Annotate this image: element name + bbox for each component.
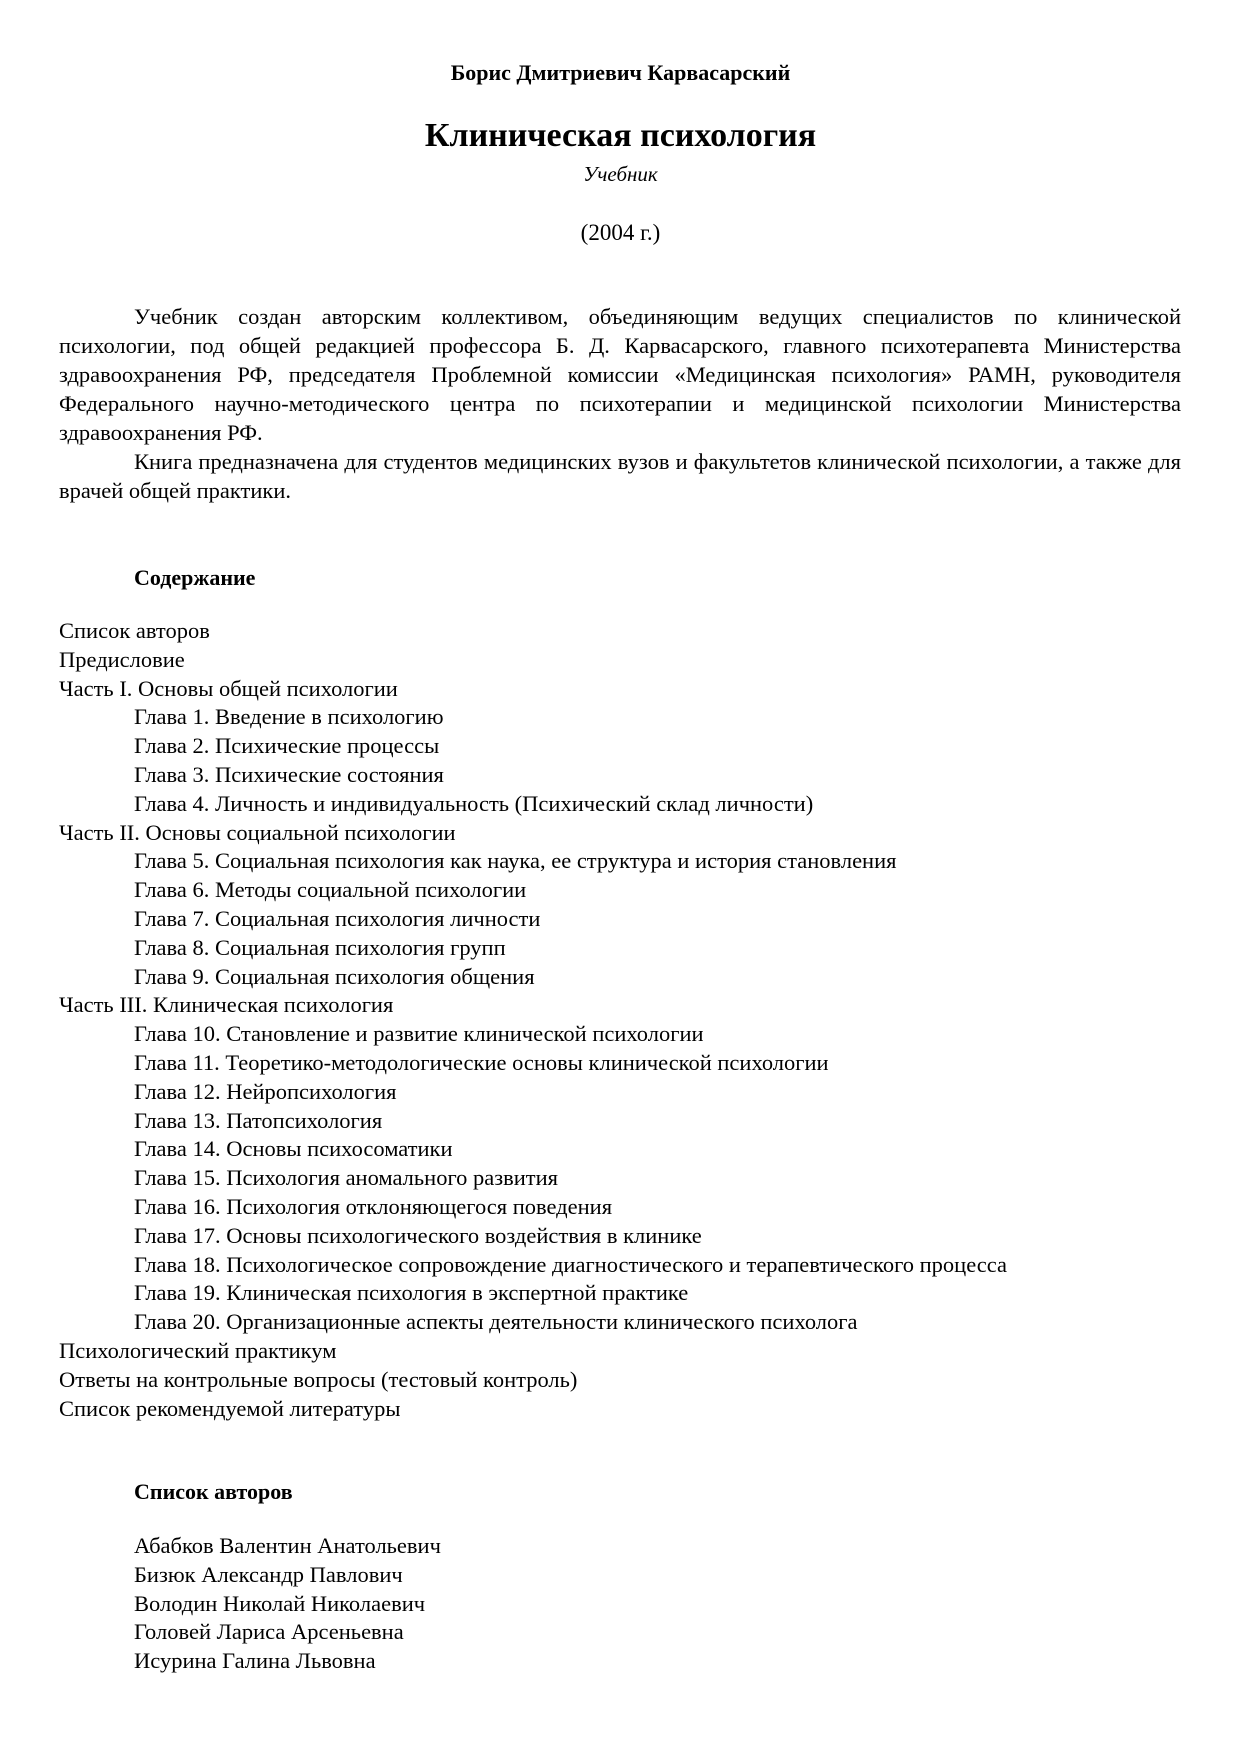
toc-chapter-entry[interactable]: Глава 12. Нейропсихология <box>134 1078 397 1104</box>
toc-entry[interactable]: Часть II. Основы социальной психологии <box>59 819 456 845</box>
book-title: Клиническая психология <box>424 117 817 154</box>
toc-chapter-entry[interactable]: Глава 8. Социальная психология групп <box>134 934 506 960</box>
toc-chapter-entry[interactable]: Глава 1. Введение в психологию <box>134 704 444 730</box>
authors-list <box>134 1532 441 1676</box>
toc-chapter-entry[interactable]: Глава 3. Психические состояния <box>134 761 444 787</box>
toc-chapter-entry[interactable]: Глава 19. Клиническая психология в экспертной практике <box>134 1280 689 1306</box>
author-name: Абабков Валентин Анатольевич <box>134 1533 441 1558</box>
toc-entry[interactable]: Психологический практикум <box>59 1337 337 1363</box>
book-subtitle: Учебник <box>583 162 658 186</box>
toc-heading: Содержание <box>134 565 256 590</box>
toc-chapter-entry[interactable]: Глава 13. Патопсихология <box>134 1107 383 1133</box>
toc-chapter-entry[interactable]: Глава 18. Психологическое сопровождение диагностического и терапевтического процесса <box>134 1251 1008 1277</box>
toc-entry[interactable]: Ответы на контрольные вопросы (тестовый контроль) <box>59 1366 578 1392</box>
abstract <box>59 302 1181 505</box>
authors-heading: Список авторов <box>134 1479 293 1504</box>
abstract-paragraph: Книга предназначена для студентов медицинских вузов и факультетов клинической психологии, а также для врачей общей практики. <box>59 449 1181 503</box>
toc-chapter-entry[interactable]: Глава 2. Психические процессы <box>134 733 440 759</box>
toc-entry[interactable]: Часть III. Клиническая психология <box>59 992 394 1018</box>
toc-chapter-entry[interactable]: Глава 9. Социальная психология общения <box>134 963 535 989</box>
toc-chapter-entry[interactable]: Глава 10. Становление и развитие клинической психологии <box>134 1021 704 1047</box>
toc-entry[interactable]: Список рекомендуемой литературы <box>59 1395 401 1421</box>
toc-chapter-entry[interactable]: Глава 7. Социальная психология личности <box>134 905 541 931</box>
toc-entry[interactable]: Часть I. Основы общей психологии <box>59 675 398 701</box>
toc-chapter-entry[interactable]: Глава 14. Основы психосоматики <box>134 1136 453 1162</box>
toc-chapter-entry[interactable]: Глава 20. Организационные аспекты деятельности клинического психолога <box>134 1309 858 1335</box>
toc-chapter-entry[interactable]: Глава 15. Психология аномального развития <box>134 1165 559 1191</box>
toc-chapter-entry[interactable]: Глава 6. Методы социальной психологии <box>134 877 527 903</box>
toc-chapter-entry[interactable]: Глава 17. Основы психологического воздействия в клинике <box>134 1222 702 1248</box>
author-name: Исурина Галина Львовна <box>134 1648 376 1674</box>
toc-chapter-entry[interactable]: Глава 16. Психология отклоняющегося поведения <box>134 1193 613 1219</box>
book-author: Борис Дмитриевич Карвасарский <box>450 60 791 85</box>
toc-entry[interactable]: Список авторов <box>59 618 210 643</box>
author-name: Головей Лариса Арсеньевна <box>134 1619 404 1645</box>
publication-year: (2004 г.) <box>580 220 661 245</box>
toc-chapter-entry[interactable]: Глава 5. Социальная психология как наука, ее структура и история становления <box>134 848 897 874</box>
author-name: Бизюк Александр Павлович <box>134 1561 403 1587</box>
toc-entry[interactable]: Предисловие <box>59 646 185 672</box>
toc-chapter-entry[interactable]: Глава 4. Личность и индивидуальность (Психический склад личности) <box>134 790 814 816</box>
abstract-paragraph: Учебник создан авторским коллективом, объединяющим ведущих специалистов по клинической психологии, под общей редакцией профессора Б. Д. Карвасарского, главного психотерапевта Министерства здравоохранения РФ, председателя Проблемной комиссии «Медицинская психология» РАМН, руководителя Федерального научно-методического центра по психотерапии и медицинской психологии Министерства здравоохранения РФ. <box>59 304 1181 445</box>
toc-chapter-entry[interactable]: Глава 11. Теоретико-методологические основы клинической психологии <box>134 1049 829 1075</box>
table-of-contents <box>59 617 1189 1423</box>
author-name: Володин Николай Николаевич <box>134 1590 426 1616</box>
